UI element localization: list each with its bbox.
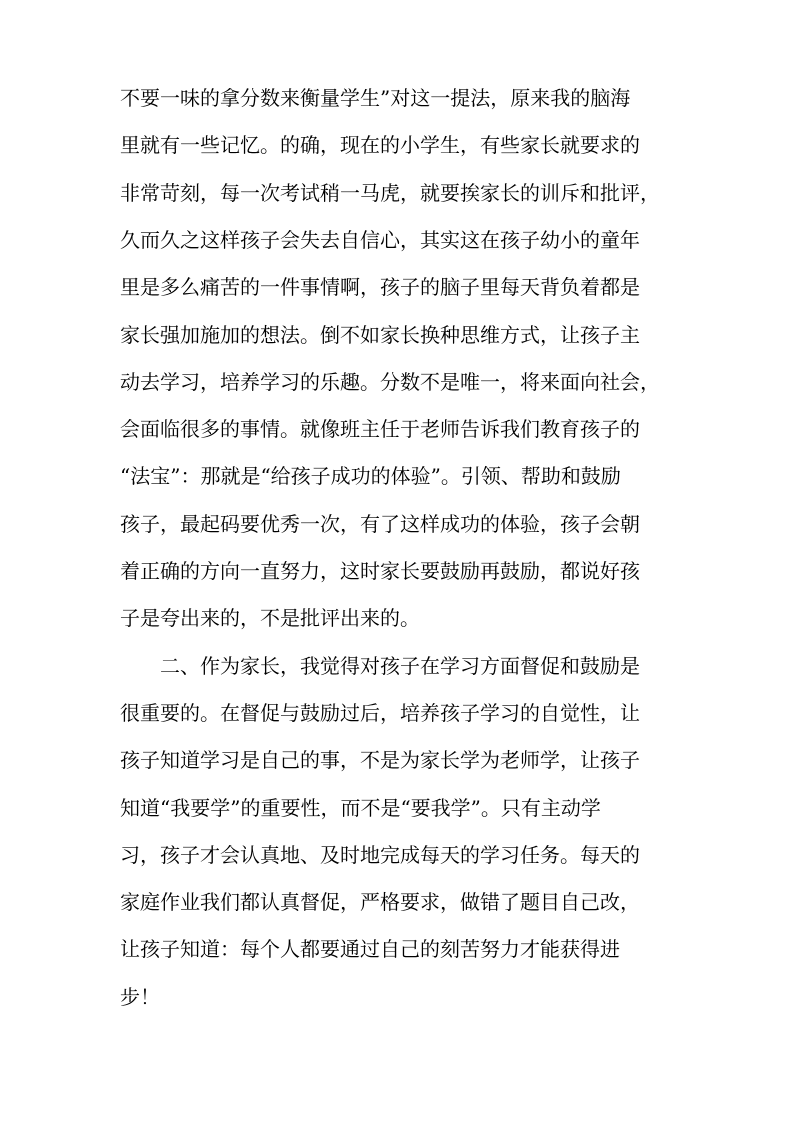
text-line: 里是多么痛苦的一件事情啊，孩子的脑子里每天背负着都是 <box>120 275 640 300</box>
text-line: 步！ <box>120 984 160 1009</box>
text-line: 习，孩子才会认真地、及时地完成每天的学习任务。每天的 <box>120 842 640 867</box>
text-line: “法宝”：那就是“给孩子成功的体验”。引领、帮助和鼓励 <box>120 464 621 489</box>
text-line: 知道“我要学”的重要性，而不是“要我学”。只有主动学 <box>120 795 601 820</box>
text-line: 家庭作业我们都认真督促，严格要求，做错了题目自己改， <box>120 890 640 915</box>
text-line: 非常苛刻，每一次考试稍一马虎，就要挨家长的训斥和批评， <box>120 180 660 205</box>
text-line: 久而久之这样孩子会失去自信心，其实这在孩子幼小的童年 <box>120 227 640 252</box>
text-line: 让孩子知道：每个人都要通过自己的刻苦努力才能获得进 <box>120 937 620 962</box>
text-line: 二、作为家长，我觉得对孩子在学习方面督促和鼓励是 <box>160 653 640 678</box>
text-line: 孩子知道学习是自己的事，不是为家长学为老师学，让孩子 <box>120 748 640 773</box>
text-line: 孩子，最起码要优秀一次，有了这样成功的体验，孩子会朝 <box>120 511 640 536</box>
text-line: 里就有一些记忆。的确，现在的小学生，有些家长就要求的 <box>120 133 640 158</box>
text-line: 子是夸出来的，不是批评出来的。 <box>120 606 420 631</box>
text-line: 着正确的方向一直努力，这时家长要鼓励再鼓励，都说好孩 <box>120 559 640 583</box>
text-line: 家长强加施加的想法。倒不如家长换种思维方式，让孩子主 <box>120 322 640 347</box>
text-line: 动去学习，培养学习的乐趣。分数不是唯一，将来面向社会， <box>120 369 660 394</box>
text-line: 会面临很多的事情。就像班主任于老师告诉我们教育孩子的 <box>120 417 640 442</box>
text-line: 不要一味的拿分数来衡量学生”对这一提法，原来我的脑海 <box>120 86 631 110</box>
text-line: 很重要的。在督促与鼓励过后，培养孩子学习的自觉性，让 <box>120 700 640 725</box>
